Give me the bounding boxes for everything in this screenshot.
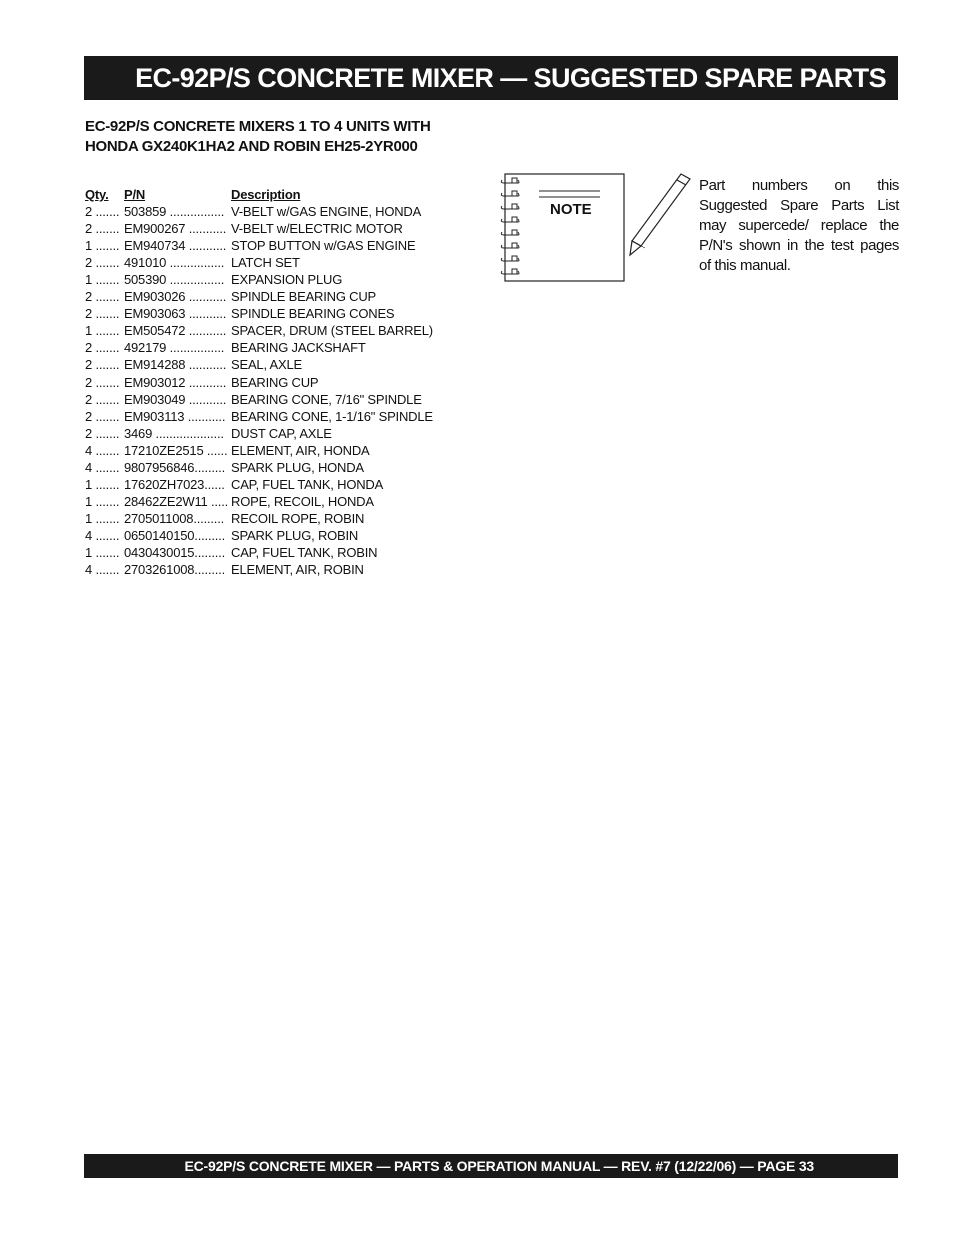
note-notepad-icon <box>496 170 696 285</box>
part-qty: 2 ....... <box>85 255 120 271</box>
part-qty: 1 ....... <box>85 476 120 492</box>
part-description: BEARING CONE, 7/16" SPINDLE <box>231 391 422 407</box>
part-qty: 4 ....... <box>85 442 120 458</box>
part-description: ELEMENT, AIR, ROBIN <box>231 562 364 578</box>
part-description: BEARING JACKSHAFT <box>231 340 366 356</box>
table-row <box>85 339 465 356</box>
part-qty: 1 ....... <box>85 272 120 288</box>
part-description: RECOIL ROPE, ROBIN <box>231 510 365 526</box>
part-qty: 2 ....... <box>85 357 120 373</box>
part-number: 503859 ................ <box>124 204 225 220</box>
table-row <box>85 476 465 493</box>
part-number: 17210ZE2515 ...... <box>124 442 228 458</box>
qty-header: Qty. <box>85 187 109 202</box>
table-row <box>85 425 465 442</box>
part-description: ELEMENT, AIR, HONDA <box>231 442 370 458</box>
pencil-icon <box>630 174 690 255</box>
part-qty: 1 ....... <box>85 323 120 339</box>
table-row <box>85 408 465 425</box>
part-qty: 4 ....... <box>85 562 120 578</box>
part-description: DUST CAP, AXLE <box>231 425 332 441</box>
part-qty: 4 ....... <box>85 459 120 475</box>
part-qty: 4 ....... <box>85 527 120 543</box>
table-row <box>85 203 465 220</box>
table-row <box>85 254 465 271</box>
table-row <box>85 493 465 510</box>
part-description: ROPE, RECOIL, HONDA <box>231 493 374 509</box>
part-number: 505390 ................ <box>124 272 225 288</box>
page-title: EC-92P/S CONCRETE MIXER — SUGGESTED SPARE PARTS <box>135 62 886 93</box>
part-number: 9807956846......... <box>124 459 226 475</box>
part-number: EM903063 ........... <box>124 306 227 322</box>
part-qty: 1 ....... <box>85 510 120 526</box>
table-row <box>85 220 465 237</box>
part-description: SPARK PLUG, HONDA <box>231 459 364 475</box>
section-title-line-2: HONDA GX240K1HA2 AND ROBIN EH25-2YR000 <box>85 138 418 155</box>
part-number: 491010 ................ <box>124 255 225 271</box>
note-text: Part numbers on this Suggested Spare Parts List may supercede/ replace the P/N's shown in the test pages of this manual. <box>699 177 899 274</box>
part-number: 2705011008......... <box>124 510 225 526</box>
part-qty: 2 ....... <box>85 391 120 407</box>
part-description: BEARING CONE, 1-1/16" SPINDLE <box>231 408 433 424</box>
part-number: EM903113 ........... <box>124 408 226 424</box>
part-description: SEAL, AXLE <box>231 357 302 373</box>
part-qty: 2 ....... <box>85 340 120 356</box>
part-number: 28462ZE2W11 ..... <box>124 493 229 509</box>
part-number: 0650140150......... <box>124 527 226 543</box>
spare-parts-list <box>85 186 465 578</box>
table-row <box>85 510 465 527</box>
part-qty: 1 ....... <box>85 238 120 254</box>
part-number: 2703261008......... <box>124 562 226 578</box>
part-description: CAP, FUEL TANK, ROBIN <box>231 544 378 560</box>
table-row <box>85 322 465 339</box>
table-row <box>85 391 465 408</box>
part-qty: 2 ....... <box>85 408 120 424</box>
part-number: 17620ZH7023...... <box>124 476 225 492</box>
parts-list-header <box>85 186 465 203</box>
table-row <box>85 459 465 476</box>
part-description: V-BELT w/GAS ENGINE, HONDA <box>231 204 422 220</box>
part-qty: 2 ....... <box>85 204 120 220</box>
part-number: 0430430015......... <box>124 544 226 560</box>
footer-text: EC-92P/S CONCRETE MIXER — PARTS & OPERATION MANUAL — REV. #7 (12/22/06) — PAGE 33 <box>184 1158 814 1174</box>
table-row <box>85 356 465 373</box>
part-number: EM505472 ........... <box>124 323 227 339</box>
table-row <box>85 544 465 561</box>
table-row <box>85 288 465 305</box>
part-number: EM903012 ........... <box>124 374 227 390</box>
part-number: EM903049 ........... <box>124 391 227 407</box>
part-number: 492179 ................ <box>124 340 225 356</box>
pn-header: P/N <box>124 187 146 202</box>
table-row <box>85 527 465 544</box>
part-qty: 1 ....... <box>85 493 120 509</box>
section-title <box>85 117 505 157</box>
table-row <box>85 561 465 578</box>
part-number: EM903026 ........... <box>124 289 227 305</box>
part-description: LATCH SET <box>231 255 300 271</box>
table-row <box>85 442 465 459</box>
part-description: BEARING CUP <box>231 374 319 390</box>
part-description: CAP, FUEL TANK, HONDA <box>231 476 384 492</box>
table-row <box>85 237 465 254</box>
part-description: SPINDLE BEARING CONES <box>231 306 395 322</box>
table-row <box>85 374 465 391</box>
part-description: V-BELT w/ELECTRIC MOTOR <box>231 221 403 237</box>
part-qty: 2 ....... <box>85 306 120 322</box>
part-qty: 1 ....... <box>85 544 120 560</box>
footer-bar <box>84 1154 898 1178</box>
part-qty: 2 ....... <box>85 221 120 237</box>
part-number: EM900267 ........... <box>124 221 227 237</box>
section-title-line-1: EC-92P/S CONCRETE MIXERS 1 TO 4 UNITS WITH <box>85 118 431 135</box>
page-title-bar <box>84 56 898 100</box>
part-number: EM914288 ........... <box>124 357 227 373</box>
table-row <box>85 271 465 288</box>
part-description: SPACER, DRUM (STEEL BARREL) <box>231 323 433 339</box>
part-description: EXPANSION PLUG <box>231 272 343 288</box>
note-label: NOTE <box>550 201 592 218</box>
part-qty: 2 ....... <box>85 289 120 305</box>
part-qty: 2 ....... <box>85 425 120 441</box>
part-number: EM940734 ........... <box>124 238 227 254</box>
parts-list-rows <box>85 203 465 578</box>
description-header: Description <box>231 187 301 202</box>
part-description: STOP BUTTON w/GAS ENGINE <box>231 238 416 254</box>
part-qty: 2 ....... <box>85 374 120 390</box>
table-row <box>85 305 465 322</box>
part-description: SPARK PLUG, ROBIN <box>231 527 359 543</box>
part-number: 3469 .................... <box>124 425 224 441</box>
part-description: SPINDLE BEARING CUP <box>231 289 377 305</box>
